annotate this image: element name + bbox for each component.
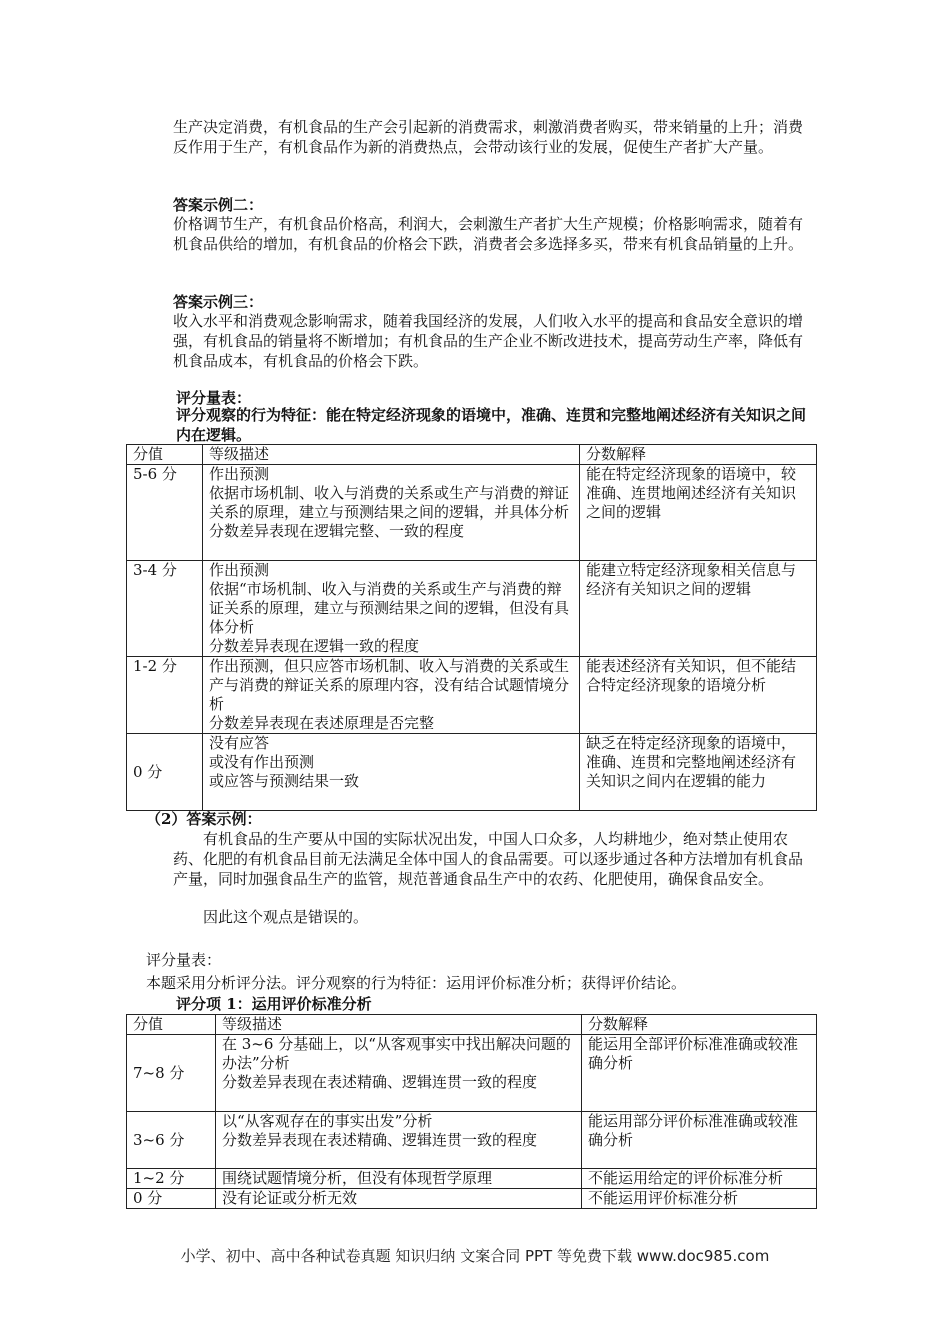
desc-line: 作出预测	[209, 561, 270, 579]
example3-title: 答案示例三：	[173, 293, 264, 311]
rubric1-behavior: 评分观察的行为特征：能在特定经济现象的语境中，准确、连贯和完整地阐述经济有关知识之间内在逻辑。	[176, 406, 807, 444]
rubric2-item-title: 评分项 1：运用评价标准分析	[176, 995, 372, 1013]
desc-line: 没有论证或分析无效	[222, 1189, 358, 1207]
desc-line: 分数差异表现在表述精确、逻辑连贯一致的程度	[222, 1131, 538, 1149]
row-desc	[216, 1169, 582, 1189]
desc-line: 分数差异表现在逻辑完整、一致的程度	[209, 522, 465, 540]
rubric1-title: 评分量表：	[176, 389, 252, 407]
row-score: 3~6 分	[127, 1112, 216, 1169]
desc-line: 没有应答	[209, 734, 270, 752]
part2-text: 有机食品的生产要从中国的实际状况出发，中国人口众多，人均耕地少，绝对禁止使用农药、化肥的有机食品目前无法满足全体中国人的食品需要。可以逐步通过各种方法增加有机食品产量，同时加强食品生产的监管，规范普通食品生产中的农药、化肥使用，确保食品安全。	[173, 830, 804, 888]
row-explain: 能运用部分评价标准准确或较准确分析	[582, 1112, 817, 1169]
rubric2-table	[126, 1014, 817, 1209]
table-row	[127, 657, 817, 734]
row-desc	[216, 1112, 582, 1169]
rubric2-title: 评分量表：	[146, 951, 222, 969]
desc-line: 以“从客观存在的事实出发”分析	[222, 1112, 433, 1130]
intro-paragraph: 生产决定消费，有机食品的生产会引起新的消费需求，刺激消费者购买，带来销量的上升；消费反作用于生产，有机食品作为新的消费热点，会带动该行业的发展，促使生产者扩大产量。	[173, 118, 804, 156]
desc-line: 围绕试题情境分析，但没有体现哲学原理	[222, 1169, 493, 1187]
desc-line: 作出预测，但只应答市场机制、收入与消费的关系或生产与消费的辩证关系的原理内容，没有结合试题情境分析	[209, 657, 570, 713]
table-row	[127, 1035, 817, 1112]
row-explain: 不能运用给定的评价标准分析	[582, 1169, 817, 1189]
table-row	[127, 1112, 817, 1169]
desc-line: 或应答与预测结果一致	[209, 772, 360, 790]
row-explain: 能运用全部评价标准准确或较准确分析	[582, 1035, 817, 1112]
rubric1-table	[126, 444, 817, 811]
desc-line: 作出预测	[209, 465, 270, 483]
desc-line: 分数差异表现在逻辑一致的程度	[209, 637, 420, 655]
desc-line: 分数差异表现在表述原理是否完整	[209, 714, 435, 732]
row-desc	[203, 657, 580, 734]
row-score: 7~8 分	[127, 1035, 216, 1112]
row-desc	[216, 1035, 582, 1112]
row-desc	[203, 465, 580, 561]
table-row	[127, 1189, 817, 1209]
row-desc	[203, 734, 580, 811]
header-desc: 等级描述	[203, 445, 580, 465]
table-header-row	[127, 1015, 817, 1035]
example2-text: 价格调节生产，有机食品价格高，利润大，会刺激生产者扩大生产规模；价格影响需求，随着有机食品供给的增加，有机食品的价格会下跌，消费者会多选择多买，带来有机食品销量的上升。	[173, 215, 804, 253]
desc-line: 在 3~6 分基础上，以“从客观事实中找出解决问题的办法”分析	[222, 1035, 571, 1072]
header-score: 分值	[127, 1015, 216, 1035]
row-score: 5-6 分	[127, 465, 203, 561]
row-explain: 缺乏在特定经济现象的语境中，准确、连贯和完整地阐述经济有关知识之间内在逻辑的能力	[580, 734, 817, 811]
desc-line: 依据“市场机制、收入与消费的关系或生产与消费的辩证关系的原理，建立与预测结果之间的逻辑，但没有具体分析	[209, 580, 570, 636]
example2-title: 答案示例二：	[173, 196, 264, 214]
table-row	[127, 734, 817, 811]
table-header-row	[127, 445, 817, 465]
desc-line: 分数差异表现在表述精确、逻辑连贯一致的程度	[222, 1073, 538, 1091]
part2-conclusion: 因此这个观点是错误的。	[203, 908, 369, 926]
example3-text: 收入水平和消费观念影响需求，随着我国经济的发展，人们收入水平的提高和食品安全意识的增强，有机食品的销量将不断增加；有机食品的生产企业不断改进技术，提高劳动生产率，降低有机食品成本，有机食品的价格会下跌。	[173, 312, 804, 370]
desc-line: 依据市场机制、收入与消费的关系或生产与消费的辩证关系的原理，建立与预测结果之间的逻辑，并具体分析	[209, 484, 570, 521]
row-desc	[203, 561, 580, 657]
row-explain: 能在特定经济现象的语境中，较准确、连贯地阐述经济有关知识之间的逻辑	[580, 465, 817, 561]
header-explain: 分数解释	[580, 445, 817, 465]
row-explain: 能表述经济有关知识，但不能结合特定经济现象的语境分析	[580, 657, 817, 734]
row-score: 3-4 分	[127, 561, 203, 657]
desc-line: 或没有作出预测	[209, 753, 315, 771]
header-score: 分值	[127, 445, 203, 465]
row-desc	[216, 1189, 582, 1209]
table-row	[127, 1169, 817, 1189]
row-explain: 不能运用评价标准分析	[582, 1189, 817, 1209]
header-desc: 等级描述	[216, 1015, 582, 1035]
header-explain: 分数解释	[582, 1015, 817, 1035]
part2-title: （2）答案示例：	[146, 810, 262, 828]
row-score: 1~2 分	[127, 1169, 216, 1189]
row-score: 0 分	[127, 734, 203, 811]
table-row	[127, 561, 817, 657]
row-score: 0 分	[127, 1189, 216, 1209]
row-score: 1-2 分	[127, 657, 203, 734]
rubric2-method: 本题采用分析评分法。评分观察的行为特征：运用评价标准分析；获得评价结论。	[146, 974, 687, 992]
footer-text: 小学、初中、高中各种试卷真题 知识归纳 文案合同 PPT 等免费下载 www.doc985.com	[180, 1247, 770, 1265]
table-row	[127, 465, 817, 561]
row-explain: 能建立特定经济现象相关信息与经济有关知识之间的逻辑	[580, 561, 817, 657]
